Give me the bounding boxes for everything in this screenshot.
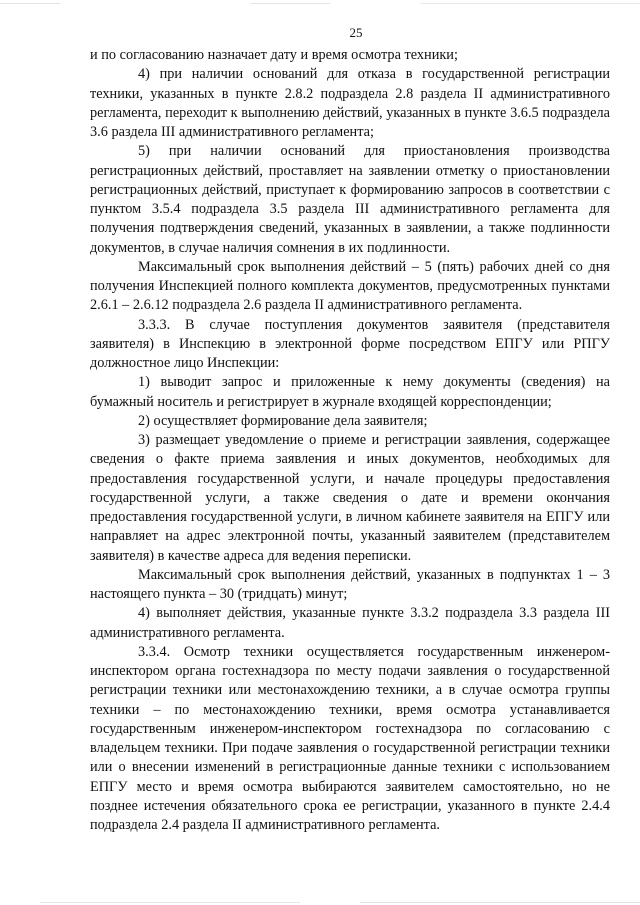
paragraph-item-4-refusal: 4) при наличии оснований для отказа в государственной регистрации техники, указанных в пункте 2.8.2 подраздела 2.8 раздела II административного регламента, переходит к выполнению действий, указанных в пункте 3.6.5 подраздела 3.6 раздела III административного регламента; bbox=[90, 66, 610, 140]
document-page bbox=[90, 20, 610, 835]
paragraph-max-term-5-days: Максимальный срок выполнения действий – 5 (пять) рабочих дней со дня получения Инспекцией полного комплекта документов, предусмотренных пунктами 2.6.1 – 2.6.12 подраздела 2.6 раздела II административного регламента. bbox=[90, 258, 610, 314]
document-body bbox=[90, 46, 610, 835]
scan-edge-top bbox=[0, 3, 640, 4]
scan-edge-bottom bbox=[0, 902, 640, 903]
paragraph-item-1-print-register: 1) выводит запрос и приложенные к нему документы (сведения) на бумажный носитель и регистрирует в журнале входящей корреспонденции; bbox=[90, 374, 610, 410]
paragraph-3-3-4-inspection: 3.3.4. Осмотр техники осуществляется государственным инженером-инспектором органа гостехнадзора по месту подачи заявления о государственной регистрации техники или местонахождению техники, а в случае осмотра группы техники – по местонахождению техники, время осмотра устанавливается государственным инженером-инспектором гостехнадзора по согласованию с владельцем техники. При подаче заявления о государственной регистрации техники или о внесении изменений в регистрационные данные техники с использованием ЕПГУ место и время осмотра выбираются заявителем самостоятельно, но не позднее истечения обязательного срока ее регистрации, указанного в пункте 2.4.4 подраздела 2.4 раздела II административного регламента. bbox=[90, 643, 610, 833]
paragraph-3-3-3: 3.3.3. В случае поступления документов заявителя (представителя заявителя) в Инспекцию в электронной форме посредством ЕПГУ или РПГУ должностное лицо Инспекции: bbox=[90, 316, 610, 371]
paragraph-max-term-30-minutes: Максимальный срок выполнения действий, указанных в подпунктах 1 – 3 настоящего пункта – 30 (тридцать) минут; bbox=[90, 566, 610, 602]
page-number: 25 bbox=[349, 25, 363, 40]
paragraph-item-4-actions: 4) выполняет действия, указанные пункте 3.3.2 подраздела 3.3 раздела III административного регламента. bbox=[90, 605, 610, 641]
paragraph-item-2-case-file: 2) осуществляет формирование дела заявителя; bbox=[138, 412, 428, 429]
paragraph-item-3-notification: 3) размещает уведомление о приеме и регистрации заявления, содержащее сведения о факте приема заявления и иных документов, необходимых для предоставления государственной услуги, и начале процедуры предоставления государственной услуги, а также сведения о дате и времени окончания предоставления государственной услуги, в личном кабинете заявителя на ЕПГУ или направляет на адрес электронной почты, указанный заявителем (представителем заявителя) в качестве адреса для ведения переписки. bbox=[90, 432, 610, 564]
paragraph-continuation: и по согласованию назначает дату и время осмотра техники; bbox=[90, 47, 458, 63]
paragraph-item-5-suspension: 5) при наличии оснований для приостановления производства регистрационных действий, проставляет на заявлении отметку о приостановлении регистрационных действий, приступает к формированию запросов в соответствии с пунктом 3.5.4 подраздела 3.5 раздела III административного регламента для получения подтверждения сведений, указанных в заявлении, а также подлинности документов, в случае наличия сомнения в их подлинности. bbox=[90, 143, 610, 256]
